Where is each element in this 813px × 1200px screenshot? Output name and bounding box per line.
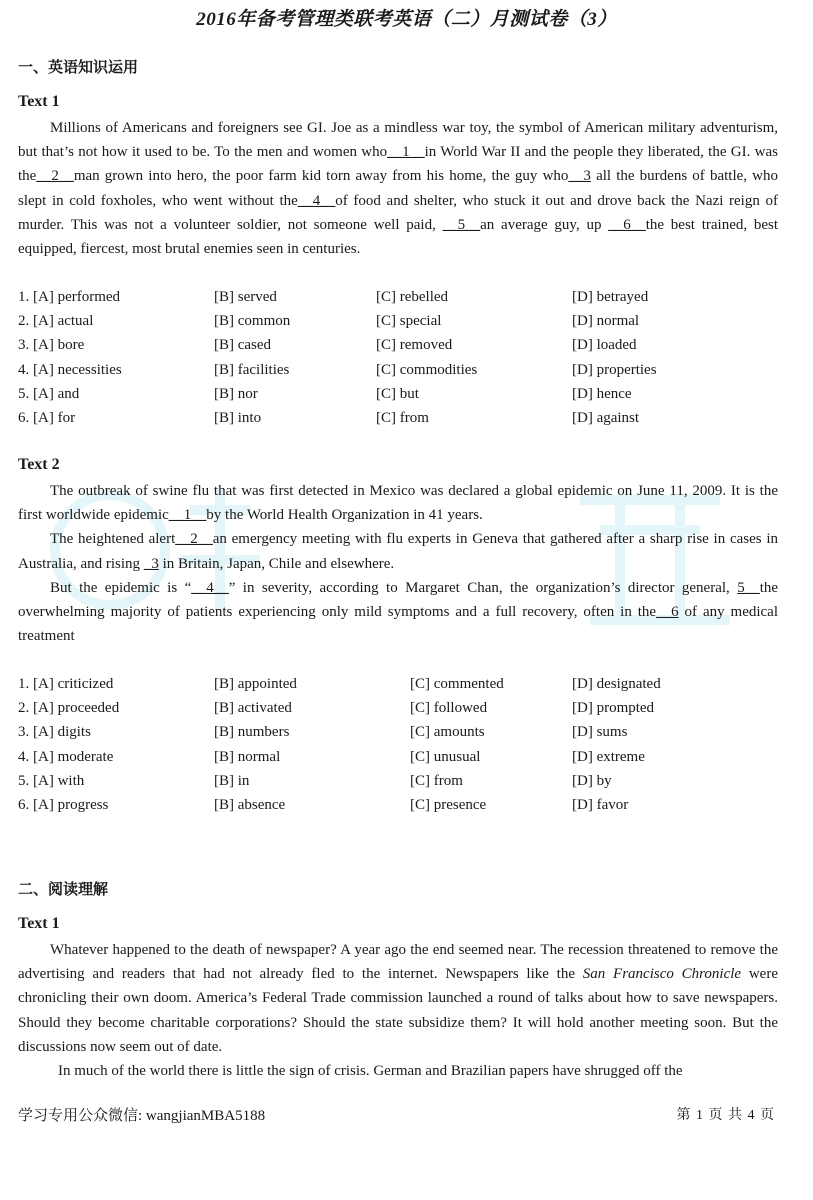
- option-b[interactable]: [B] normal: [214, 748, 281, 765]
- option-a[interactable]: 6. [A] progress: [18, 796, 109, 813]
- option-b[interactable]: [B] cased: [214, 337, 272, 354]
- option-a[interactable]: 1. [A] criticized: [18, 676, 114, 692]
- passage-text: all the burdens of battle, who slept in cold foxholes, who went without the: [18, 168, 778, 209]
- option-d[interactable]: [D] against: [572, 409, 640, 426]
- option-a[interactable]: 5. [A] and: [18, 385, 80, 402]
- option-c[interactable]: [C] but: [376, 385, 419, 402]
- option-c[interactable]: [C] followed: [410, 700, 488, 717]
- option-a[interactable]: 4. [A] moderate: [18, 748, 114, 765]
- option-a[interactable]: 4. [A] necessities: [18, 361, 122, 378]
- blank-2: __2__: [175, 531, 213, 548]
- cloze-text1-paragraph: [18, 116, 778, 261]
- option-d[interactable]: [D] prompted: [572, 700, 655, 717]
- option-b[interactable]: [B] activated: [214, 700, 292, 717]
- option-row: [18, 309, 798, 333]
- cloze-text2-options: [18, 672, 798, 817]
- blank-1: __1__: [168, 507, 207, 524]
- reading-paragraph-2: In much of the world there is little the sign of crisis. German and Brazilian papers have shrugged off the: [58, 1063, 683, 1080]
- option-row: [18, 672, 798, 696]
- option-b[interactable]: [B] common: [214, 313, 291, 330]
- passage-text: an average guy, up: [480, 216, 602, 233]
- passage-text: an emergency meeting with flu experts in Geneva that gathered after a sharp rise in cases in Australia, and rising: [18, 531, 778, 572]
- option-row: [18, 696, 798, 720]
- passage-text: the best trained, best equipped, fiercest, most brutal enemies seen in centuries.: [18, 216, 779, 258]
- option-b[interactable]: [B] numbers: [214, 724, 290, 741]
- reading-text1-passage: [18, 938, 778, 1083]
- footer-page-number: 第 1 页 共 4 页: [676, 1108, 775, 1123]
- passage-text: of food and shelter, who stuck it out and drove back the Nazi reign of murder. This was not a volunteer soldier, not someone well paid,: [18, 192, 778, 233]
- option-row: [18, 720, 798, 744]
- blank-6: __6__: [608, 216, 646, 233]
- option-d[interactable]: [D] sums: [572, 724, 628, 741]
- option-a[interactable]: 5. [A] with: [18, 772, 85, 789]
- option-row: [18, 285, 798, 309]
- option-a[interactable]: 2. [A] proceeded: [18, 700, 120, 717]
- option-row: [18, 793, 798, 817]
- option-c[interactable]: [C] unusual: [410, 748, 481, 765]
- option-a[interactable]: 2. [A] actual: [18, 313, 94, 330]
- option-d[interactable]: [D] properties: [572, 361, 657, 378]
- cloze-text2-paragraph-3: [18, 576, 778, 649]
- option-a[interactable]: 1. [A] performed: [18, 289, 121, 305]
- footer-wechat: 学习专用公众微信: wangjianMBA5188: [18, 1108, 266, 1124]
- option-d[interactable]: [D] by: [572, 772, 612, 789]
- blank-3: __3: [568, 168, 591, 185]
- cloze-text1-passage: [18, 116, 778, 261]
- passage-text: Whatever happened to the death of newspaper? A year ago the end seemed near. The recession threatened to remove the advertising and readers that had not already fled to the internet. Newspapers like the: [18, 942, 778, 983]
- passage-text: The heightened alert: [50, 531, 176, 548]
- passage-text: Millions of Americans and foreigners see GI. Joe as a mindless war toy, the symbol of American military adventurism, but that’s not how it used to be. To the men and women who: [18, 120, 778, 161]
- passage-text: man grown into hero, the poor farm kid torn away from his home, the guy who: [73, 168, 569, 185]
- option-a[interactable]: 3. [A] digits: [18, 724, 91, 741]
- option-d[interactable]: [D] betrayed: [572, 289, 649, 305]
- option-row: [18, 333, 798, 357]
- option-c[interactable]: [C] amounts: [410, 724, 485, 741]
- passage-text: But the epidemic is “: [50, 579, 192, 596]
- passage-text: were chronicling their own doom. America’s Federal Trade commission launched a round of talks about how to save newspapers. Should they become charitable corporations? Should the state subsidize them? It will hold another meeting soon. But the discussions now seem out of date.: [18, 966, 778, 1055]
- passage-text: ” in severity, according to Margaret Chan, the organization’s director general,: [228, 579, 730, 596]
- section-heading-cloze: 一、英语知识运用: [18, 58, 139, 76]
- blank-3: _3: [143, 555, 159, 572]
- option-row: [18, 382, 798, 406]
- cloze-text2-paragraph-2: [18, 527, 778, 575]
- option-c[interactable]: [C] commented: [410, 676, 504, 692]
- cloze-text1-heading: Text 1: [18, 93, 60, 110]
- passage-text: in World War II and the people they liberated, the GI. was the: [18, 144, 778, 185]
- option-c[interactable]: [C] from: [376, 409, 429, 426]
- option-d[interactable]: [D] hence: [572, 385, 632, 402]
- option-b[interactable]: [B] facilities: [214, 361, 290, 378]
- option-c[interactable]: [C] from: [410, 772, 463, 789]
- option-row: [18, 406, 798, 430]
- option-row: [18, 769, 798, 793]
- section-heading-reading: 二、阅读理解: [18, 880, 109, 898]
- option-c[interactable]: [C] removed: [376, 337, 453, 354]
- option-b[interactable]: [B] served: [214, 289, 277, 305]
- cloze-text1-options: [18, 285, 798, 430]
- passage-text: of any medical treatment: [18, 604, 779, 645]
- option-c[interactable]: [C] rebelled: [376, 289, 449, 305]
- option-c[interactable]: [C] special: [376, 313, 442, 330]
- reading-paragraph-1: [18, 938, 778, 1059]
- blank-4: __4__: [297, 192, 336, 209]
- option-c[interactable]: [C] presence: [410, 796, 487, 813]
- passage-text: by the World Health Organization in 41 years.: [206, 507, 483, 524]
- cloze-text2-passage: [18, 479, 778, 648]
- passage-text: The outbreak of swine flu that was first detected in Mexico was declared a global epidemic on June 11, 2009. It is the first worldwide epidemic: [18, 483, 778, 524]
- passage-text: in Britain, Japan, Chile and elsewhere.: [162, 555, 395, 572]
- cloze-text2-heading: Text 2: [18, 456, 60, 473]
- option-d[interactable]: [D] designated: [572, 676, 661, 692]
- option-d[interactable]: [D] loaded: [572, 337, 637, 354]
- option-row: [18, 745, 798, 769]
- option-d[interactable]: [D] normal: [572, 313, 640, 330]
- option-b[interactable]: [B] absence: [214, 796, 286, 813]
- blank-6: __6: [656, 604, 679, 621]
- option-row: [18, 358, 798, 382]
- blank-4: __4__: [191, 579, 229, 596]
- option-b[interactable]: [B] into: [214, 409, 262, 426]
- option-a[interactable]: 3. [A] bore: [18, 337, 85, 354]
- cloze-text2-paragraph-1: [18, 479, 778, 527]
- option-d[interactable]: [D] extreme: [572, 748, 645, 765]
- option-b[interactable]: [B] nor: [214, 385, 258, 402]
- blank-1: __1__: [387, 144, 425, 161]
- option-d[interactable]: [D] favor: [572, 796, 629, 813]
- blank-5: __5__: [442, 216, 481, 233]
- option-a[interactable]: 6. [A] for: [18, 409, 76, 426]
- option-b[interactable]: [B] appointed: [214, 676, 297, 692]
- blank-5: 5__: [737, 579, 760, 596]
- blank-2: __2__: [36, 168, 74, 185]
- document-title: 2016年备考管理类联考英语（二）月测试卷（3）: [196, 9, 617, 30]
- newspaper-name: San Francisco Chronicle: [582, 966, 742, 983]
- passage-text: the overwhelming majority of patients experiencing only mild symptoms and a full recovery, often in the: [18, 579, 779, 621]
- reading-text1-heading: Text 1: [18, 915, 60, 932]
- option-b[interactable]: [B] in: [214, 772, 250, 789]
- option-c[interactable]: [C] commodities: [376, 361, 478, 378]
